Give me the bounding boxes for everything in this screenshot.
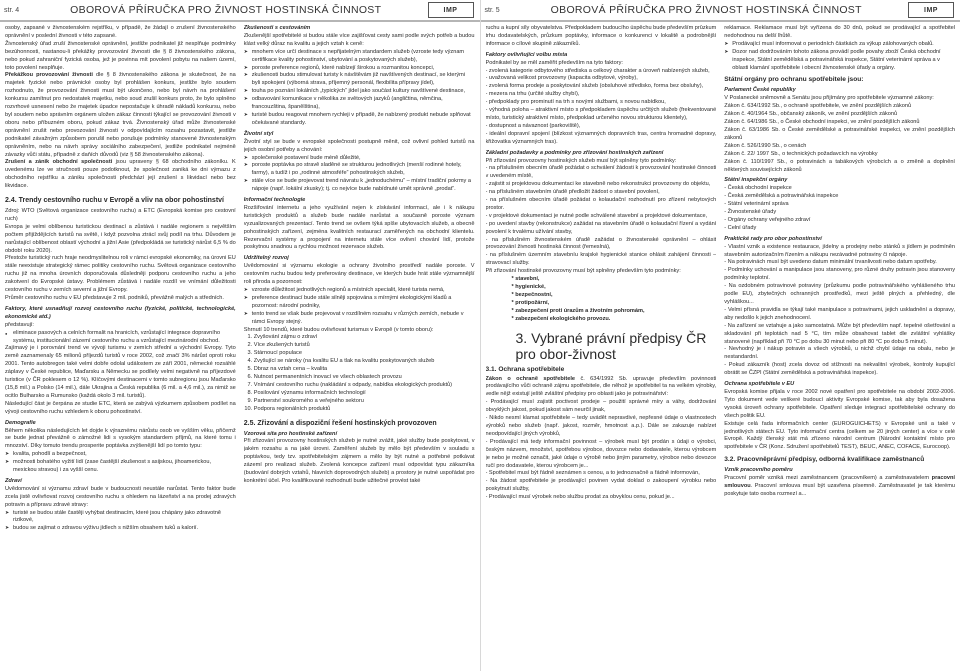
bullet-list — [5, 330, 236, 346]
list-item: - Na zařízení se vztahuje a jako samostatná. Může být především např. tepelné ošetřování a skladování při teplotách nad 5 °C, tím může obsahovat tablet dle zvláštní vyhlášky stanovené (například při 70 °C po dobu 30 minut nebo při 80 °C po dobu 5 minut). — [724, 322, 955, 345]
subheading: Zdraví — [5, 477, 22, 484]
list-item: ➤ zkušenosti budou stimulovat turisty k návštěvám již navštívených destinací, se kterými byli spokojeni (výborná strava, příjemný personál, flexibilita přípravy jídel), — [244, 72, 475, 88]
bold-term: Zákon o ochraně spotřebitele — [485, 375, 576, 382]
list-item: 4. Zvyšující se nároky (na kvalitu EU a tlak na kvalitu poskytovaných služeb — [254, 358, 475, 366]
paragraph: Uvědomování si významu ekologie a ochrany životního prostředí nadále poroste. V cestovním ruchu budou tedy preferovány destinace, ve kterých bude hrát stále významnější roli přiroda a pozornost: — [243, 263, 475, 286]
imp-logo — [428, 2, 474, 18]
subheading: Ochrana spotřebitele v EU — [724, 381, 795, 388]
section-heading: 3.2. Pracovněprávní předpisy, odborná kvalifikace zaměstnanců — [724, 456, 925, 464]
list-item: - Nikdo nesmí klamat spotřebitele – tedy uvádět nepravdivé, nepřesné údaje o vlastnostech výrobků nebo služeb (např. jakost, rozměr, hmotnost a.p.). Dále se zakazuje nabízet neodpovídající jiných výrobků, — [485, 415, 717, 437]
left-column-2 — [244, 25, 475, 669]
list-item: ➤ poroste poptávka po stravě sladěné se strukturou jednotlivých (menší rodinné hotely, farmy), a tudíž i po „rodinné atmosféře“ pohostinských služeb, — [244, 162, 475, 178]
arrow-list — [244, 287, 475, 327]
subheading: Státní inspekční orgány — [724, 177, 788, 184]
list-item: - Velmi přísná pravidla se týkají také manipulace s potravinami, jejich uskladnění a dopravy, aby nedošlo k jejich znehodnocení. — [724, 306, 955, 321]
list-item: - mezera na trhu (určité služby chybí), — [485, 91, 580, 98]
arrow-list — [724, 41, 955, 73]
right-page — [481, 0, 960, 671]
list-item: - Vlastní vznik a existence restaurace, jídelny a prodejny nebo stánků s jídlem je podmíněn stavebním autorizačním řízením a nákupu nezávadné potraviny či nápoje. — [724, 243, 955, 258]
paragraph: V Poslanecké sněmovně a Senátu jsou přijímány pro spotřebitele významné zákony: — [724, 95, 934, 102]
section-heading: 3.1. Ochrana spotřebitele — [485, 365, 565, 373]
paragraph: Shrnutí 10 trendů, které budou ovlivňovat turismus v Evropě (v tomto oboru): — [243, 326, 434, 333]
section-heading: 2.5. Zřizování a dispoziční řešení hostinských provozoven — [243, 419, 437, 427]
arrow-list — [244, 155, 475, 195]
paragraph — [5, 72, 236, 159]
page-header-title: OBOROVÁ PŘÍRUČKA PRO ŽIVNOST HOSTINSKÁ ČINNOST — [70, 4, 382, 16]
subheading: Demografie — [5, 419, 36, 426]
list-item: - Prodávající musí výrobek nebo službu prodat za obvyklou cenu, pokud je... — [485, 494, 675, 501]
list-item: - Spotřebitel musí být řádně seznámen s cenou, a to jednoznačně a řádně informován, — [485, 470, 700, 477]
right-page-header — [481, 0, 960, 22]
list-item: - na příslušném živnostenském úřadě zažádat o živnostenské oprávnění – ohlásit provozování živnosti hostinská činnost (řemeslná), — [485, 236, 717, 251]
paragraph: Přestože turistický ruch hraje neodmyslitelnou roli v rámci evropské ekonomiky, na úrovni EU stále neexistuje strategický rámec politiky cestovního ruchu. Světová organizace cestovního ruchu již na mnoha úrovních doporučovala důsledněji podporu cestovního ruchu a jeho zakotvení do Evropské ústavy. Problémem zůstává i nadále rozdíl ve vnímání důležitosti cestovního ruchu v zemích severní a jižní Evropy. — [5, 255, 236, 294]
list-item: ➤ touha po poznání lokálních „typických“ jídel jako součást kultury navštívené destinace, — [244, 88, 475, 96]
law-item: Zákon č. 526/1990 Sb., o cenách — [724, 142, 807, 149]
arrow-list — [5, 510, 236, 534]
page-number: str. 4 — [4, 6, 20, 14]
imp-logo — [908, 2, 954, 18]
list-item: 8. Posilování významu informačních technologií — [254, 390, 475, 398]
paragraph-text: . Pracovní smlouva musí být uzavřena písemně. Zaměstnavatel je tak kterému poskytuje tato osoba rozmezí a... — [724, 483, 955, 497]
list-item: - na příslušném obecním úřadě požádat o kolaudační rozhodnutí pro zřízení nebytových prostor. — [485, 197, 717, 211]
bold-term: Překážkou provozování živnosti — [5, 72, 93, 79]
paragraph-text: č. 634/1992 Sb. upravuje především povinnosti prodávajícího vůči ochraně zájmu spotřebitele, dle něhož je spotřebitel ta na velkém výrobky, vedle nějž existují ještě zvláštní předpisy pro oblasti jako je potravinářství: — [485, 375, 717, 398]
paragraph-text: jsou upraveny § 68 obchodního zákoníku. K uvedenému lze ve stručnosti pouze podotknout, že společnost zaniká ke dni výmazu z obchodního rejstříku a zániku společnosti předchází její zrušení s likvidací nebo bez likvidace. — [5, 159, 236, 190]
paragraph: Životní styl se bude v evropské společnosti postupně měnit, což ovlivní pohled turistů na jejich osobní potřeby a chování: — [243, 138, 475, 153]
chapter-heading: 3. Vybrané právní předpisy ČR pro obor-živnost — [515, 329, 707, 362]
paragraph-text: Pracovní poměr vzniká mezi zaměstnancem (pracovníkem) a zaměstnavatelem — [724, 475, 932, 482]
subheading: Životní styl — [243, 130, 274, 137]
requirement-item: * protipožární, — [511, 299, 550, 306]
paragraph: představují: — [5, 321, 34, 328]
paragraph: Zdroj: WTO (Světová organizace cestovního ruchu) a ETC (Evropská komise pro cestovní ruch) — [5, 208, 236, 222]
list-item: - Pokud zákazník (host) zcela dovoz od stížnosti na nekvalitní výrobek, kontroly kupující obrátit se ČZPI (Státní zemědělská a potravinářská inspekce). — [724, 362, 955, 377]
list-item: - Nevhodný je i nákup potravin a všech výrobků, u nichž chybí údaje na obalu, nebo je nestandardní. — [724, 346, 955, 361]
paragraph: Při zřizování provozovny hostinských služeb musí být splněny tyto podmínky: — [485, 157, 677, 164]
list-item: ➤ preference destinací bude stále silněji spojována s mírnými ekologickými kladů a pozornost: národní podniky, — [244, 295, 475, 311]
list-item: - Prodávající musí zajistit poctivost prodeje – použití správné míry a váhy, dodržování obvyklých jakost, pokud jakost sám neurčil jinak, — [485, 399, 717, 414]
paragraph: Zkušenější spotřebitelé si budou stále více zajišťovat cesty sami podle svých potřeb a budou klást velký důraz na kvalitu a jejich vztah k ceně: — [243, 32, 475, 47]
list-item: - výhodná poloha – atraktivní místo s předpokladem úspěchu určitých služeb (frekventované místo, turistický atraktivní místo, předpoklad určeného novou strukturou klientely), — [485, 107, 717, 121]
list-item: - Orgány ochrany veřejného zdraví — [724, 216, 811, 223]
list-item: 1. Zvyšování zájmu o zdraví — [254, 334, 475, 342]
list-item: - zajistit si projektovou dokumentaci ke stavebně nebo rekonstrukci provozovny do objektu, — [485, 181, 711, 188]
list-item: 2. Více zkušených turistů — [254, 342, 475, 350]
list-item: - zvolená forma prodeje a poskytování služeb (obsluhové středisko, forma bez obsluhy), — [485, 83, 704, 90]
left-page-header — [0, 0, 480, 22]
list-item: - Na ozdobném potravinové potraviny (průzkumu podle potravinářského vyhlášeného trhu podle EU), zbytečných ochranných prostředků, mezi ještě plných a přehledný, dle vyhláškou... — [724, 283, 955, 305]
subheading: Vzorová síta pro hostinské zařízení — [243, 430, 338, 437]
right-column-1 — [486, 25, 717, 669]
list-item: ➤ stále více se bude projevovat trend návratu k „jednoduchému“ – místní tradiční pokrmy a nápoje (např. lokální zkusky); tj. co nejvíce bude nabídnuté umět správně „prodat“. — [244, 178, 475, 194]
list-item: - na příslušném stavebním úřadě předložit žádost o stavební povolení, — [485, 189, 660, 196]
paragraph: ruchu a kupní síly obyvatelstva. Předpokladem budoucího úspěchu bude především průzkum trhu dodavatelských, průzkum poptávky, informace o konkurenci v lokalitě a podrobnější informace o cílové skupině zákazníků. — [485, 25, 717, 47]
list-item: - Česká obchodní inspekce — [724, 185, 792, 192]
law-item: Zákon č. 22/ 1997 Sb., o technických požadavcích na výrobky — [724, 150, 878, 157]
paragraph: Evropa je velmi oblíbenou turistickou destinací a zůstává i nadále regionem s největším počtem přijíždějících turistů na světě, i když pozvolna ztrácí svůj podíl na trhu. Důvodem je narůstající oblíbenost oblastí východní a jižní Asie (předpokládá se turistický nárůst 6,5 % do období roku 2020). — [5, 223, 236, 254]
paragraph: Evropská komise přijala v roce 2002 nové opatření pro spotřebitele na období 2002-2006. Tyto dokument vede veškeré budoucí aktivity Evropské komise, tak aby byla dosažena vysoká úroveň ochrany spotřebitele. Opatření sleduje integraci spotřebitelské ochrany do všech politik EU. — [724, 388, 955, 419]
subheading: Faktory ovlivňující volbu místa — [485, 51, 568, 58]
list-item: - Na potravinách musí být uvedeno datum minimální trvanlivosti nebo datum spotřeby. — [724, 259, 937, 266]
list-item: 6. Nutnost permanentních inovací ve všech oblastech provozu — [254, 374, 475, 382]
list-item: ➤ společenské postavení bude méně důležité, — [244, 155, 475, 163]
list-item: ➤ kvalita, pohodlí a bezpečnost, — [5, 451, 236, 459]
paragraph-text: dle § 8 živnostenského zákona je skutečnost, že na majetek fyzické nebo právnické osoby byl prohlášen konkurs, jestliže bylo soudem rozhodnuto, že provozování živnosti musí být ukončeno, nebo byl návrh na prohlášení konkursu zamítnut pro nedostatek majetku, nebo soud zrušil konkurs proto, že bylo splněno rozvrhové usnesení nebo že majetek úpadce nepostačuje k úhradě nákladů konkursu, nebo byl soudem nebo správním orgánem uložen zákaz činnosti týkající se provozování živnosti v oboru nebo příbuzném oboru, pokud zákaz trvá. Živnostenský úřad může živnostenské oprávnění zrušit nebo provozování živnosti v odpovídajícím rozsahu pozastavit, jestliže podnikatel závažným způsobem porušil nebo porušuje podmínky stanovené živnostenským oprávněním, nebo na návrh správy sociálního zabezpečení, jestliže podnikatel nejméně závazky vůči státu, případně z daňích důvodů (viz § 58 živnostenského zákona). — [5, 72, 236, 158]
list-item: - předpoklady pro prominutí na trh s novými službami, s novou nabídkou, — [485, 99, 666, 106]
subheading: Praktické rady pro obor pohostinství — [724, 235, 822, 242]
bold-term: pracovní smlouvou — [724, 475, 955, 490]
law-item: Zákon č. 110/1997 Sb., o potravinách a tabákových výrobcích a o změně a doplnění některých souvisejících zákonů — [724, 158, 955, 173]
paragraph: Při zřizování provozovny hostinských služeb je nutné zvážit, jaké služby bude poskytovat, v jakém rozsahu a na jaké úrovni. Zaměření služeb by mělo být především v souladu s poptávkou, tedy tzv. spotřebitelským zájmem a mělo by být nutné a potřebné potkávat zázemí pro realizaci služeb. Zvolená koncepce zařízení musí odpovídat typu zákazníka (budování dobrých vztahů, hlavních doprovodných služeb) a prostory je nutné uspořádat pro konkrétní účel. Pro kvalifikované rozhodnutí bude užitečné provést také — [243, 438, 475, 484]
list-item: - na příslušném obecním úřadě požádat o schválení žádosti k provozování hostinské činnosti v uvedeném místě, — [485, 165, 717, 180]
law-item: Zákon č. 40/1964 Sb., občanský zákoník, ve znění pozdějších zákonů — [724, 111, 898, 118]
subheading: Udržitelný rozvoj — [243, 255, 289, 262]
list-item: 5. Dbraz na vztah cena – kvalita — [254, 366, 475, 374]
arrow-list — [244, 49, 475, 128]
list-item: ➤ vzroste důležitost jednotlivých regionů a místních specialit, které turista nemá, — [244, 287, 475, 295]
list-item: 10. Podpora regionálních produktů — [254, 406, 475, 414]
bold-term: Zrušení a zánik obchodní společnosti — [5, 159, 113, 166]
list-item: - Celní úřady — [724, 224, 757, 231]
requirement-item: * hygienické, — [511, 284, 546, 290]
list-item: ➤ turisté se budou stále častěji vyhýbat destinacím, které jsou chápány jako zdravotně rizikové, — [5, 510, 236, 526]
requirement-item: * zabezpečení ekologického provozu. — [511, 315, 611, 322]
section-heading: Státní orgány pro ochranu spotřebitele jsou: — [724, 76, 864, 84]
paragraph: Zajímavý je i porovnání trend ve vývoji turismu v zemích střední a východní Evropy. Tyto země zaznamenaly 65 milionů příjezdů turistů v roce 2002, což značí 3% nárůst oproti roku 2001. Tento autobregon také velmi dobře odolal událostem ze září 2001, německé rozsáhlé záplavy v České republice, Maďarsku a Německu se podílely velmi negativně na příjezdové turistice (v ČR poklesem o 12 %). Klíčovými destinacemi v tomto subregionu jsou Maďarsko (15,8 mil.) a Polsko (14 mil.), dále Ukrajina a Česká republika (6 mil. a 4,6 mil.), za nimiž se ocitlo Bulharsko a Rumunsko (každá okolo 3 mil. turistů). — [5, 345, 236, 399]
list-item: - ideální dopravní spojení (blízkost významných dopravních tras, centra hromadné dopravy, křižovatka významných tras). — [485, 130, 717, 145]
paragraph: Rozšiřování internetu a jeho využívání nejen k získávání informací, ale i k nákupu turistických produktů a služeb bude nadále narůstat a současně poroste význam vyzualizovaných prezentací. Tento trend se ovšem týká spíše ubytovacích služeb, a obecně pohostinských zařízení, zejména kvalitních restaurací zaměřených na obchodní klientelu. Rezervační systémy a propojení na internetu stále více ovlivní chování lidí, protože poskytnou snadnou a rychlou možnost rezervace služeb. — [243, 204, 475, 251]
list-item: - v projektové dokumentaci je nutné podle schválené stavební a projektové dokumentace, — [485, 212, 708, 219]
subheading: Faktory, které usnadňují rozvoj cestovního ruchu (fyzické, politické, technologické, ekonomické atd.) — [5, 305, 236, 320]
paragraph: Průměr cestovního ruchu v EU představuje 2 mil. podniků, převážně malých a středních. — [5, 295, 224, 301]
numbered-list — [244, 334, 475, 413]
list-item: - po uvedení stavby (rekonstrukce) zažádat na stavebním úřadě o kolaudační řízení a vydání povolení k trvalému užívání stavby, — [485, 220, 717, 235]
paragraph: Při zřizování hostinské provozovny musí být splněny především tyto podmínky: — [485, 268, 681, 275]
list-item: ➤ mnohem více určí destinace s nepřijatelným standardem služeb (vzroste tedy význam certifikace kvality pohostinství, ubytování a poskytovaných služeb), — [244, 49, 475, 65]
law-item: Zákon č. 63/1986 Sb. o České zemědělské a potravinářské inspekci, ve znění pozdějších zákonů — [724, 126, 955, 141]
list-item: ➤ poroste preference regionů, které nabízejí širokou a rozmanitou koncepci, — [244, 65, 475, 73]
list-item: ➤ odbavování komunikace v několika ze světových jazyků (angličtina, němčina, francouzština, španělština), — [244, 96, 475, 112]
paragraph — [5, 159, 236, 191]
list-item: - na příslušném územním stavebníu krajské hygienické stanice ohlásit zahájení činnosti – stravovací služby. — [485, 252, 717, 267]
paragraph: reklamace. Reklamace musí být vyřízena do 30 dnů, pokud se prodávající a spotřebitel nedohodnou na delší lhůtě. — [724, 25, 955, 39]
list-item: ➤ možnosti bohatého vyžití lidí (zase častější zkušenost s asijskou, jihoamerickou, mexickou stravou) i za vyšší cenu. — [5, 459, 236, 475]
list-item: - Podmínky uchování a manipulace jsou stanoveny, pro různé druhy potravin jsou stanoveny podmínky teplotní. — [724, 267, 955, 282]
subheading: Parlament České republiky — [724, 87, 796, 94]
list-item: - Česká zemědělská a potravinářská inspekce — [724, 193, 839, 200]
subheading: Vznik pracovního poměru — [724, 467, 793, 474]
paragraph: Existuje celá řada informačních center (EUROGUICHETS) v Evropské unii a také v jednotlivých státech EU. Tyto informační centra (celkem se 20 jiných center) a více v celé Evropě. Každý členský stát má zřízeno národní centrum (Národní kontaktní místo pro spotřebitele v ČR (Konz. Sdružení spotřebitelů TEST), BEUC, ANEC, COFACE, Eurocoop). — [724, 420, 955, 451]
logo-text: IMP — [924, 6, 938, 14]
list-item: - dostupnost a návaznost (parkoviště), — [485, 122, 581, 129]
arrow-list — [5, 451, 236, 475]
page-header-title: OBOROVÁ PŘÍRUČKA PRO ŽIVNOST HOSTINSKÁ ČINNOST — [550, 4, 862, 16]
list-item: - zvolená kategorie odbytového střediska a celkový charakter a úroveň nabízených služeb, — [485, 67, 710, 74]
paragraph: Následující část je čerpána ze studie ETC, která se zabývá výzkumem způsobem podílet na vývoji cestovního ruchu vzhledem k oboru pohostinství. — [5, 400, 236, 415]
law-item: Zákon č. 64/1986 Sb., o České obchodní inspekci, ve znění pozdějších zákonů — [724, 119, 920, 126]
paragraph: Uvědomování si významu zdraví bude v budoucnosti neustále narůstat. Tento faktor bude zcela jistě ovlivňovat rozvoj cestovního ruchu s ohledem na lázeňství a na prodej zdravých potravin a přípravu zdravé stravy: — [5, 485, 236, 508]
section-heading: 2.4. Trendy cestovního ruchu v Evropě a vliv na obor pohostinství — [5, 197, 224, 205]
paragraph: Během několika následujících let dojde k výraznému nárůstu osob ve vyšším věku, přičemž se bude jednat převážně o zámožné lidi s vysokým standardem příjmů, na které tomu i mnozství. Díky tomuto trendu prosperite poptávka zvýšenější lidí po tomto typu: — [5, 427, 236, 450]
list-item: ➤ budou se zajímat o zdravou výživu jídlech s nižším obsahem tuků a kalorií. — [5, 525, 236, 533]
paragraph: osoby, zapsané v živnostenském rejstříku, v případě, že žádají o zrušení živnostenského oprávnění v poslední živnosti v této zapsané. — [5, 25, 236, 39]
list-item: ➤ Dozor nad dodržováním tohoto zákona provádí podle povahy zboží Česká obchodní inspekce, Státní zemědělská a potravinářská inspekce, Státní veterinární správa a v oblasti klamání spotřebitele i obecní živnostenské úřady a orgány. — [724, 49, 955, 73]
paragraph: Živnostenský úřad zruší živnostenské oprávnění, jestliže podnikatel již nesplňuje podmínky bezúhonnosti, nastanou-li překážky provozování živnosti dle § 8 živnostenského zákona, nebo pokud zahraniční fyzická osoba, jež je povinna mít povolení pobytu na našem území, toto povolení nesplňuje. — [5, 40, 236, 71]
paragraph: Podnikatel by se měl zaměřit především na tyto faktory: — [485, 59, 623, 66]
list-item: ➤ turisté budou reagovat mnohem rychleji v případě, že nabízený produkt nebude splňovat očekávané standardy. — [244, 112, 475, 128]
paragraph — [486, 376, 717, 400]
list-item: ➤ Prodávající musí informovat o periodních částkách za výkup zálohovaných obalů. — [724, 41, 955, 49]
requirement-item: * zabezpečení proti úrazům a životním pohromám, — [511, 307, 645, 314]
list-item: ● eliminace pasových a celních formalit na hranicích, vzrůstající integrace dopravního systému, institucionální zázemí cestovního ruchu a vzrůstající mezinárodní obchod. — [5, 330, 236, 346]
subheading: Základní požadavky a podmínky pro zřizování hostinských zařízení — [485, 149, 664, 156]
requirement-item: * stavební, — [511, 276, 540, 283]
list-item: - Živnostenské úřady — [724, 209, 777, 216]
list-item: - Na žádost spotřebitele je prodávající povinen vydat doklad o zakoupení výrobku nebo poskytnutí služby, — [485, 478, 717, 493]
logo-text: IMP — [443, 6, 458, 14]
list-item: - Prodávající má tedy informační povinnost – výrobek musí být prodán s údaji o výrobci, českým názvem, množství, spotřebou výrobce, dovozce nebo dodavatele, kterou výrobcem je nebo je možné označit, jaké údaje o výrobě nebo jiným parametry, výrobce nebo dovozce ručí pro dodavatele, kterou výrobcem je... — [485, 438, 717, 469]
subheading: Informační technologie — [243, 197, 306, 204]
list-item: - uvažovaná velikost provozovny (kapacita odbytové, výroby), — [485, 75, 638, 82]
paragraph — [724, 475, 955, 499]
list-item: 3. Stárnoucí populace — [254, 350, 475, 358]
requirement-item: * bezpečnostní, — [511, 291, 553, 298]
list-item: 9. Partnerství soukromého a veřejného sektoru — [254, 398, 475, 406]
left-column-1 — [5, 25, 236, 669]
list-item: - Státní veterinární správa — [724, 201, 789, 208]
right-column-2 — [724, 25, 955, 669]
subheading: Zkušenosti s cestováním — [243, 25, 311, 31]
list-item: 7. Vnímání cestovního ruchu (nakládání s odpady, nabídka ekologických produktů) — [254, 382, 475, 390]
list-item: ➤ tento trend se však bude projevovat v rozdílném rozsahu v různých zemích, nebude v rámci Evropy stejný. — [244, 311, 475, 327]
law-item: Zákon č. 634/1992 Sb., o ochraně spotřebitele, ve znění pozdějších zákonů — [724, 103, 912, 110]
page-number: str. 5 — [484, 6, 500, 14]
